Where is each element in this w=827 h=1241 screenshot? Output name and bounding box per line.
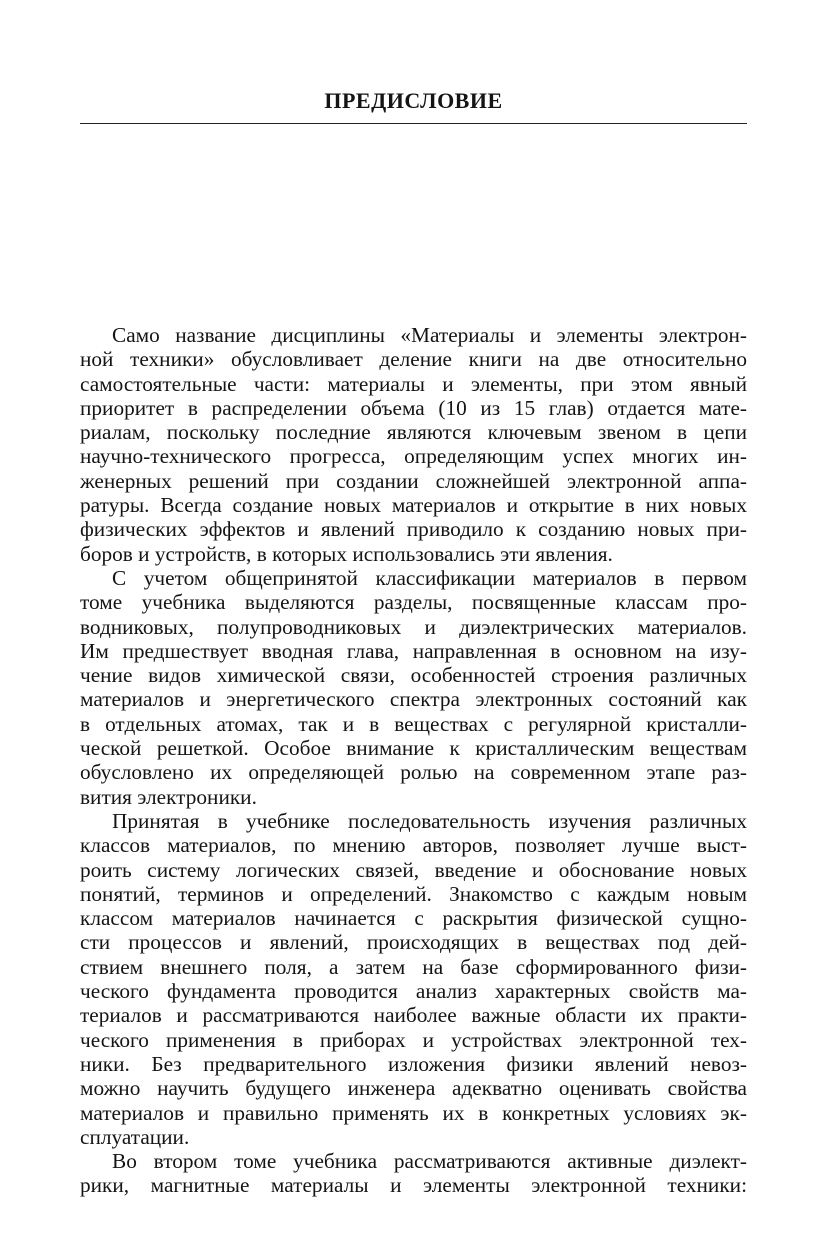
text-line: Принятая в учебнике последовательность изучения различных xyxy=(112,808,747,833)
text-line: вития электроники. xyxy=(80,784,257,809)
paragraph-2 xyxy=(80,566,747,809)
page-heading: ПРЕДИСЛОВИЕ xyxy=(324,88,503,113)
text-line: С учетом общепринятой классификации материалов в первом xyxy=(112,565,747,590)
text-line: классом материалов начинается с раскрытия физической сущно- xyxy=(80,906,747,931)
text-line: ствием внешнего поля, а затем на базе сформированного физи- xyxy=(80,954,747,979)
text-line: ческого применения в приборах и устройствах электронной тех- xyxy=(80,1027,747,1052)
text-body xyxy=(80,323,747,1198)
text-line: понятий, терминов и определений. Знакомство с каждым новым xyxy=(80,881,747,906)
text-line: обусловлено их определяющей ролью на современном этапе раз- xyxy=(80,760,747,785)
paragraph-4 xyxy=(80,1149,747,1198)
text-line: водниковых, полупроводниковых и диэлектрических материалов. xyxy=(80,614,747,639)
text-line: ратуры. Всегда создание новых материалов и открытие в них новых xyxy=(80,493,747,518)
text-line: физических эффектов и явлений приводило к созданию новых при- xyxy=(80,517,747,542)
text-line: сти процессов и явлений, происходящих в веществах под дей- xyxy=(80,930,747,955)
text-line: томе учебника выделяются разделы, посвященные классам про- xyxy=(80,590,747,615)
text-line: материалов и энергетического спектра электронных состояний как xyxy=(80,687,747,712)
text-line: боров и устройств, в которых использовались эти явления. xyxy=(80,541,613,566)
text-line: ники. Без предварительного изложения физики явлений невоз- xyxy=(80,1051,747,1076)
text-line: териалов и рассматриваются наиболее важные области их практи- xyxy=(80,1003,747,1028)
text-line: Им предшествует вводная глава, направленная в основном на изу- xyxy=(80,638,747,663)
text-line: научно-технического прогресса, определяющим успех многих ин- xyxy=(80,444,747,469)
text-line: в отдельных атомах, так и в веществах с регулярной кристалли- xyxy=(80,711,747,736)
text-line: сплуатации. xyxy=(80,1124,190,1149)
text-line: можно научить будущего инженера адекватно оценивать свойства xyxy=(80,1076,747,1101)
text-line: рики, магнитные материалы и элементы электронной техники: xyxy=(80,1173,747,1198)
text-line: ной техники» обусловливает деление книги на две относительно xyxy=(80,347,747,372)
text-line: Во втором томе учебника рассматриваются активные диэлект- xyxy=(112,1149,747,1174)
header-rule xyxy=(80,123,747,124)
text-line: женерных решений при создании сложнейшей электронной аппа- xyxy=(80,468,747,493)
text-line: материалов и правильно применять их в конкретных условиях эк- xyxy=(80,1100,747,1125)
paragraph-3 xyxy=(80,809,747,1149)
text-line: классов материалов, по мнению авторов, позволяет лучше выст- xyxy=(80,833,747,858)
text-line: ческой решеткой. Особое внимание к кристаллическим веществам xyxy=(80,736,747,761)
text-line: роить систему логических связей, введение и обоснование новых xyxy=(80,857,747,882)
text-line: ческого фундамента проводится анализ характерных свойств ма- xyxy=(80,979,747,1004)
paragraph-1 xyxy=(80,323,747,566)
text-line: риалам, поскольку последние являются ключевым звеном в цепи xyxy=(80,420,747,445)
text-line: чение видов химической связи, особенностей строения различных xyxy=(80,663,747,688)
text-line: самостоятельные части: материалы и элементы, при этом явный xyxy=(80,371,747,396)
text-line: приоритет в распределении объема (10 из 15 глав) отдается мате- xyxy=(80,395,747,420)
text-line: Само название дисциплины «Материалы и элементы электрон- xyxy=(112,323,747,347)
